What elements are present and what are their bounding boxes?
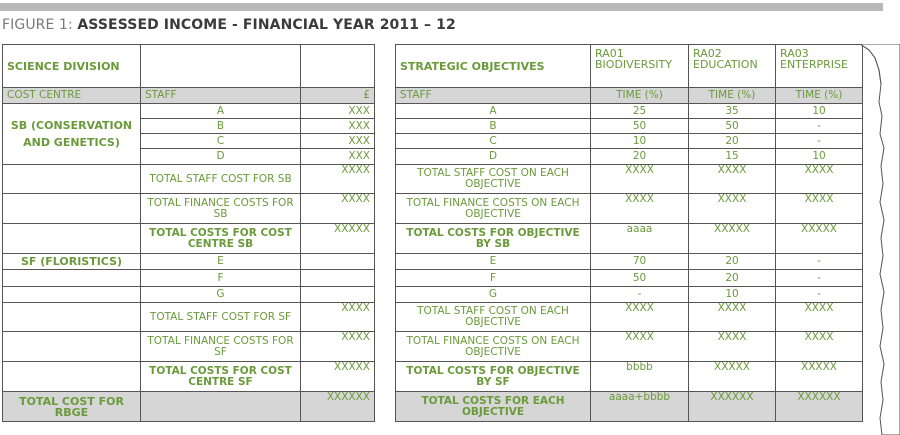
table-row (396, 104, 863, 119)
objective-cost-cell: XXXX (776, 194, 863, 224)
cost-centre-column-header: COST CENTRE (3, 88, 141, 104)
total-finance-costs-label: TOTAL FINANCE COSTS FOR SF (141, 332, 301, 362)
staff-cell: A (141, 104, 301, 119)
time-cell: 20 (689, 134, 776, 149)
time-cell: 70 (591, 254, 689, 270)
table-row (396, 119, 863, 134)
table-row (3, 254, 375, 270)
objective-cost-cell: XXXX (689, 165, 776, 194)
table-row (396, 194, 863, 224)
staff-cell: G (396, 287, 591, 303)
time-cell: 50 (591, 119, 689, 134)
table-row (3, 362, 375, 392)
staff-column-header: STAFF (396, 88, 591, 104)
time-cell: 50 (689, 119, 776, 134)
time-cell: 15 (689, 149, 776, 165)
empty-cell (3, 165, 141, 194)
ra01-name: BIODIVERSITY (595, 58, 672, 71)
table-row (396, 165, 863, 194)
table-row (3, 303, 375, 332)
staff-cell: E (141, 254, 301, 270)
objective-cost-cell: XXXX (689, 303, 776, 332)
time-cell: 20 (689, 270, 776, 287)
strategic-objectives-header: STRATEGIC OBJECTIVES (396, 45, 591, 88)
time-cell: 50 (591, 270, 689, 287)
total-staff-cost-value: XXXX (301, 303, 375, 332)
total-finance-costs-value: XXXX (301, 332, 375, 362)
staff-cell: D (141, 149, 301, 165)
table-row (3, 224, 375, 254)
sb-cost-centre-label: SB (CONSERVATION AND GENETICS) (3, 104, 141, 165)
objective-cost-cell: XXXX (776, 165, 863, 194)
objective-cost-cell: XXXXX (776, 362, 863, 392)
empty-cell (141, 45, 301, 88)
table-row (396, 134, 863, 149)
objective-cost-cell: XXXX (776, 332, 863, 362)
time-cell: 25 (591, 104, 689, 119)
total-staff-cost-label: TOTAL STAFF COST ON EACH OBJECTIVE (396, 165, 591, 194)
table-row (396, 287, 863, 303)
objective-cost-cell: XXXX (591, 165, 689, 194)
table-row (3, 104, 375, 119)
empty-cell (3, 362, 141, 392)
table-row (3, 165, 375, 194)
empty-cell (301, 254, 375, 270)
objective-cost-cell: XXXX (689, 194, 776, 224)
staff-cell: F (396, 270, 591, 287)
staff-cell: D (396, 149, 591, 165)
objective-cost-cell: XXXXXX (776, 392, 863, 422)
staff-cell: F (141, 270, 301, 287)
table-row (396, 332, 863, 362)
table-row (396, 254, 863, 270)
total-cost-rbge-value: XXXXXX (301, 392, 375, 422)
time-cell: - (776, 254, 863, 270)
figure-prefix: FIGURE 1: (2, 17, 78, 33)
objective-cost-cell: XXXXX (776, 224, 863, 254)
table-row (3, 45, 375, 88)
time-cell: 10 (591, 134, 689, 149)
ra02-code: RA02 (693, 47, 722, 60)
cost-cell: XXX (301, 119, 375, 134)
table-row (396, 224, 863, 254)
table-row (396, 270, 863, 287)
total-finance-costs-value: XXXX (301, 194, 375, 224)
sf-cost-centre-label: SF (FLORISTICS) (3, 254, 141, 270)
staff-cell: E (396, 254, 591, 270)
top-bar (0, 3, 883, 11)
objective-cost-cell: aaaa+bbbb (591, 392, 689, 422)
ra02-header (689, 45, 776, 88)
objective-cost-cell: XXXXX (689, 224, 776, 254)
empty-cell (3, 303, 141, 332)
table-row (396, 88, 863, 104)
table-row (3, 392, 375, 422)
total-costs-each-objective-label: TOTAL COSTS FOR EACH OBJECTIVE (396, 392, 591, 422)
time-cell: - (591, 287, 689, 303)
time-cell: 20 (689, 254, 776, 270)
table-row (396, 149, 863, 165)
total-costs-label: TOTAL COSTS FOR OBJECTIVE BY SB (396, 224, 591, 254)
empty-cell (3, 270, 141, 287)
staff-cell: A (396, 104, 591, 119)
total-costs-label: TOTAL COSTS FOR COST CENTRE SB (141, 224, 301, 254)
objective-cost-cell: XXXX (591, 194, 689, 224)
empty-cell (3, 194, 141, 224)
time-column-header: TIME (%) (689, 88, 776, 104)
table-row (396, 362, 863, 392)
ra03-header (776, 45, 863, 88)
time-column-header: TIME (%) (591, 88, 689, 104)
objective-cost-cell: XXXXXX (689, 392, 776, 422)
total-staff-cost-label: TOTAL STAFF COST ON EACH OBJECTIVE (396, 303, 591, 332)
science-division-header: SCIENCE DIVISION (3, 45, 141, 88)
ra03-name: ENTERPRISE (780, 58, 848, 71)
cost-centre-table (2, 44, 375, 422)
time-cell: - (776, 287, 863, 303)
time-cell: 20 (591, 149, 689, 165)
total-costs-label: TOTAL COSTS FOR COST CENTRE SF (141, 362, 301, 392)
time-cell: 10 (776, 149, 863, 165)
table-row (3, 88, 375, 104)
cost-cell: XXX (301, 149, 375, 165)
torn-edge-decoration (855, 44, 900, 435)
table-row (3, 194, 375, 224)
objective-cost-cell: XXXX (776, 303, 863, 332)
objective-cost-cell: XXXX (591, 332, 689, 362)
time-cell: 35 (689, 104, 776, 119)
empty-cell (301, 270, 375, 287)
staff-column-header: STAFF (141, 88, 301, 104)
ra02-name: EDUCATION (693, 58, 758, 71)
time-cell: 10 (776, 104, 863, 119)
total-staff-cost-value: XXXX (301, 165, 375, 194)
empty-cell (3, 287, 141, 303)
staff-cell: B (141, 119, 301, 134)
total-cost-rbge-label: TOTAL COST FOR RBGE (3, 392, 141, 422)
objective-cost-cell: XXXXX (689, 362, 776, 392)
table-row (396, 392, 863, 422)
objective-cost-cell: XXXX (689, 332, 776, 362)
empty-cell (3, 332, 141, 362)
time-cell: 10 (689, 287, 776, 303)
total-costs-value: XXXXX (301, 362, 375, 392)
table-row (3, 287, 375, 303)
total-staff-cost-label: TOTAL STAFF COST FOR SB (141, 165, 301, 194)
empty-cell (301, 287, 375, 303)
objective-cost-cell: bbbb (591, 362, 689, 392)
ra01-header (591, 45, 689, 88)
total-costs-label: TOTAL COSTS FOR OBJECTIVE BY SF (396, 362, 591, 392)
empty-cell (301, 45, 375, 88)
strategic-objectives-table (395, 44, 863, 422)
total-finance-costs-label: TOTAL FINANCE COSTS ON EACH OBJECTIVE (396, 332, 591, 362)
staff-cell: C (396, 134, 591, 149)
figure-heading: ASSESSED INCOME - FINANCIAL YEAR 2011 – 12 (77, 17, 456, 33)
table-row (396, 303, 863, 332)
cost-cell: XXX (301, 104, 375, 119)
objective-cost-cell: aaaa (591, 224, 689, 254)
empty-cell (141, 392, 301, 422)
currency-column-header: £ (301, 88, 375, 104)
total-finance-costs-label: TOTAL FINANCE COSTS ON EACH OBJECTIVE (396, 194, 591, 224)
table-row (3, 332, 375, 362)
table-row (396, 45, 863, 88)
time-column-header: TIME (%) (776, 88, 863, 104)
time-cell: - (776, 270, 863, 287)
ra01-code: RA01 (595, 47, 624, 60)
staff-cell: G (141, 287, 301, 303)
ra03-code: RA03 (780, 47, 809, 60)
table-row (3, 270, 375, 287)
cost-cell: XXX (301, 134, 375, 149)
total-finance-costs-label: TOTAL FINANCE COSTS FOR SB (141, 194, 301, 224)
figure-title (2, 17, 456, 33)
empty-cell (3, 224, 141, 254)
time-cell: - (776, 119, 863, 134)
staff-cell: B (396, 119, 591, 134)
objective-cost-cell: XXXX (591, 303, 689, 332)
total-costs-value: XXXXX (301, 224, 375, 254)
total-staff-cost-label: TOTAL STAFF COST FOR SF (141, 303, 301, 332)
time-cell: - (776, 134, 863, 149)
staff-cell: C (141, 134, 301, 149)
